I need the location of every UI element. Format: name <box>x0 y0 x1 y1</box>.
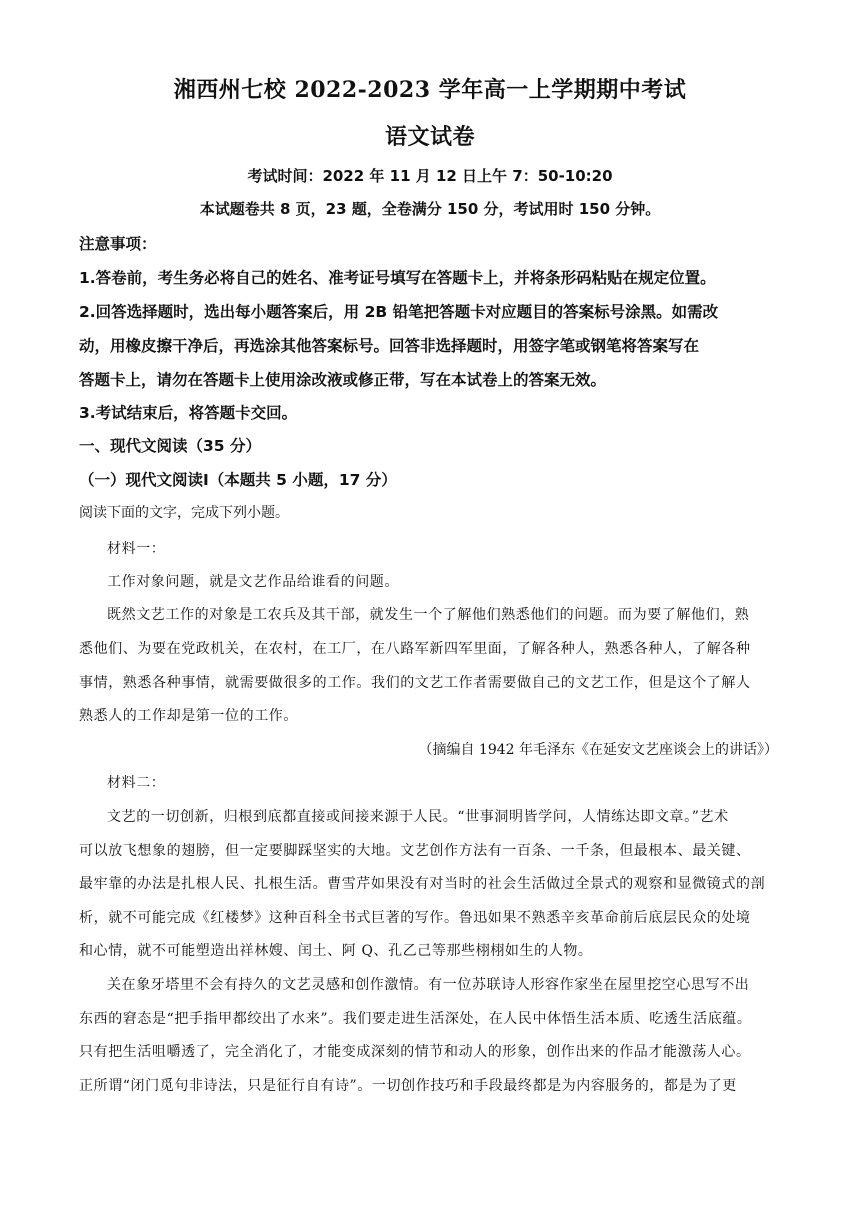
notice-heading: 注意事项： <box>79 235 157 253</box>
material2-line: 析，就不可能完成《红楼梦》这种百科全书式巨著的写作。鲁迅如果不熟悉辛亥革命前后底层民众的处境 <box>79 910 751 926</box>
exam-title: 湘西州七校 2022-2023 学年高一上学期期中考试 <box>173 77 687 103</box>
notice-line: 答题卡上，请勿在答题卡上使用涂改液或修正带，写在本试卷上的答案无效。 <box>79 371 607 389</box>
material2-line: 可以放飞想象的翅膀，但一定要脚踩坚实的大地。文艺创作方法有一百条、一千条，但最根本、最关键、 <box>79 843 751 859</box>
section-instruction: 阅读下面的文字，完成下列小题。 <box>79 505 289 521</box>
material2-line: 东西的窘态是“把手指甲都绞出了水来”。我们要走进生活深处，在人民中体悟生活本质、吃透生活底蕴。 <box>79 1011 752 1027</box>
exam-subtitle: 语文试卷 <box>384 124 475 150</box>
material1-source: （摘编自 1942 年毛泽东《在延安文艺座谈会上的讲话》） <box>418 742 778 758</box>
section-heading: 一、现代文阅读（35 分） <box>79 437 261 455</box>
exam-info: 本试题卷共 8 页，23 题，全卷满分 150 分，考试用时 150 分钟。 <box>199 200 661 218</box>
material2-line: 文艺的一切创新，归根到底都直接或间接来源于人民。“世事洞明皆学问，人情练达即文章。”艺术 <box>107 809 729 825</box>
material2-line: 关在象牙塔里不会有持久的文艺灵感和创作激情。有一位苏联诗人形容作家坐在屋里挖空心思写不出 <box>107 977 750 993</box>
notice-line: 2.回答选择题时，选出每小题答案后，用 2B 铅笔把答题卡对应题目的答案标号涂黑。如需改 <box>79 303 719 321</box>
notice-line: 3.考试结束后，将答题卡交回。 <box>79 404 298 422</box>
material1-line: 既然文艺工作的对象是工农兵及其干部，就发生一个了解他们熟悉他们的问题。而为要了解他们，熟 <box>107 607 750 623</box>
material1-line: 熟悉人的工作却是第一位的工作。 <box>79 708 298 724</box>
material2-line: 最牢靠的办法是扎根人民、扎根生活。曹雪芹如果没有对当时的社会生活做过全景式的观察和显微镜式的剖 <box>79 876 766 892</box>
material1-line: 工作对象问题，就是文艺作品给谁看的问题。 <box>107 574 399 590</box>
section-subheading: （一）现代文阅读Ⅰ（本题共 5 小题，17 分） <box>79 471 397 489</box>
material2-line: 只有把生活咀嚼透了，完全消化了，才能变成深刻的情节和动人的形象，创作出来的作品才能激荡人心。 <box>79 1044 751 1060</box>
material1-label: 材料一： <box>107 541 166 557</box>
notice-line: 动，用橡皮擦干净后，再选涂其他答案标号。回答非选择题时，用签字笔或钢笔将答案写在 <box>79 337 700 355</box>
material2-line: 和心情，就不可能塑造出祥林嫂、闰土、阿 Q、孔乙己等那些栩栩如生的人物。 <box>79 943 593 959</box>
exam-time: 考试时间：2022 年 11 月 12 日上午 7：50-10:20 <box>247 167 613 185</box>
material1-line: 事情，熟悉各种事情，就需要做很多的工作。我们的文艺工作者需要做自己的文艺工作，但是这个了解人 <box>79 675 751 691</box>
material2-label: 材料二： <box>107 775 166 791</box>
material2-line: 正所谓“闭门觅句非诗法，只是征行自有诗”。一切创作技巧和手段最终都是为内容服务的，都是为了更 <box>79 1078 737 1094</box>
material1-line: 悉他们、为要在党政机关，在农村，在工厂，在八路军新四军里面，了解各种人，熟悉各种人，了解各种 <box>79 641 751 657</box>
notice-line: 1.答卷前，考生务必将自己的姓名、准考证号填写在答题卡上，并将条形码粘贴在规定位置。 <box>79 269 716 287</box>
